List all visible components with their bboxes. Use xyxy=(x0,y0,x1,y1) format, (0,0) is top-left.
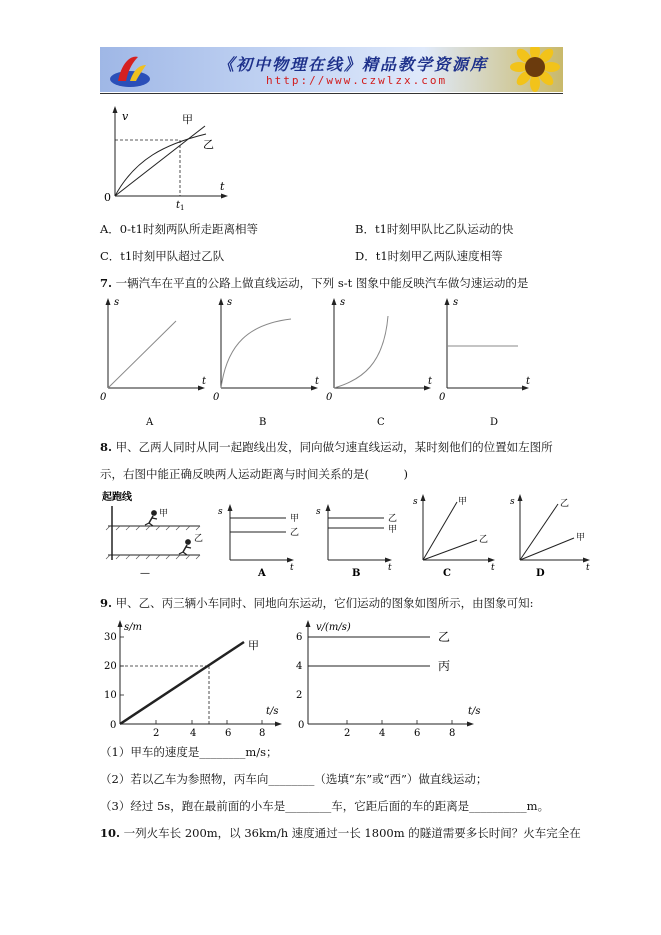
q8-line1: 8. 甲、乙两人同时从同一起跑线出发，同向做匀速直线运动，某时刻他们的位置如左图所 xyxy=(100,440,553,454)
q7-graph-d xyxy=(439,297,531,428)
svg-text:甲: 甲 xyxy=(458,497,468,507)
svg-text:8: 8 xyxy=(259,728,266,739)
svg-text:2: 2 xyxy=(296,690,303,701)
q9-vt-graph xyxy=(290,618,490,740)
q6-series-yi: 乙 xyxy=(203,138,214,151)
svg-text:s: s xyxy=(227,297,233,308)
header-title: 《初中物理在线》精品教学资源库 xyxy=(218,55,489,74)
logo-icon xyxy=(108,51,152,89)
svg-text:6: 6 xyxy=(296,632,303,643)
q7-label-b: B xyxy=(259,417,267,428)
svg-text:s: s xyxy=(114,297,120,308)
q7-label-c: C xyxy=(377,417,385,428)
svg-text:6: 6 xyxy=(414,728,421,739)
q7-number: 7. xyxy=(100,276,113,290)
svg-text:s: s xyxy=(340,297,346,308)
svg-text:6: 6 xyxy=(225,728,232,739)
svg-text:甲: 甲 xyxy=(159,509,169,519)
svg-text:B: B xyxy=(352,568,361,579)
svg-text:t: t xyxy=(315,376,320,387)
q9-question: 9. 甲、乙、丙三辆小车同时、同地向东运动，它们运动的图象如图所示，由图象可知: xyxy=(100,596,534,610)
svg-text:2: 2 xyxy=(344,728,351,739)
svg-text:t: t xyxy=(491,563,495,573)
svg-text:s/m: s/m xyxy=(124,622,142,633)
q9-sub2: （2）若以乙车为参照物，丙车向________（选填“东”或“西”）做直线运动； xyxy=(100,772,488,786)
svg-text:8: 8 xyxy=(449,728,456,739)
q6-series-jia: 甲 xyxy=(182,113,193,126)
q7-graph-c xyxy=(326,297,433,428)
q6-option-b: B．t1时刻甲队比乙队运动的快 xyxy=(355,222,514,236)
q7-question xyxy=(100,276,528,290)
svg-text:t: t xyxy=(586,563,590,573)
svg-text:乙: 乙 xyxy=(479,535,489,545)
q7-label-d: D xyxy=(490,417,499,428)
svg-text:4: 4 xyxy=(379,728,386,739)
q6-origin: 0 xyxy=(104,191,111,204)
svg-text:0: 0 xyxy=(326,392,333,403)
q6-option-d: D．t1时刻甲乙两队速度相等 xyxy=(355,249,503,263)
q6-t1-label: t xyxy=(176,200,181,211)
svg-text:10: 10 xyxy=(104,690,117,701)
svg-text:t/s: t/s xyxy=(468,706,481,717)
q9-series-jia: 甲 xyxy=(248,639,259,652)
header-banner xyxy=(100,47,563,92)
q9-st-graph xyxy=(98,618,298,740)
svg-text:D: D xyxy=(536,568,545,579)
q8-line2: 示，右图中能正确反映两人运动距离与时间关系的是( ) xyxy=(100,467,408,481)
header-rule xyxy=(100,93,563,94)
q6-option-a: A．0-t1时刻两队所走距离相等 xyxy=(100,222,258,236)
q8-race-scene xyxy=(102,490,203,579)
svg-text:0: 0 xyxy=(213,392,220,403)
svg-text:—: — xyxy=(140,568,150,579)
svg-text:乙: 乙 xyxy=(560,499,570,509)
svg-text:C: C xyxy=(443,568,451,579)
q7-graph-b xyxy=(213,297,320,428)
svg-text:s: s xyxy=(218,507,223,517)
svg-text:甲: 甲 xyxy=(290,514,300,524)
q9-sub1: （1）甲车的速度是________m/s； xyxy=(100,745,278,759)
svg-text:甲: 甲 xyxy=(576,533,586,543)
q8-graph-a xyxy=(218,504,299,579)
svg-text:4: 4 xyxy=(296,661,303,672)
q9-series-yi: 乙 xyxy=(438,630,451,644)
svg-text:A: A xyxy=(258,568,266,579)
q8-graph-d xyxy=(510,494,590,579)
q7-text: 一辆汽车在平直的公路上做直线运动，下列 s-t 图象中能反映汽车做匀速运动的是 xyxy=(115,276,529,290)
svg-text:t/s: t/s xyxy=(266,706,279,717)
svg-text:起跑线: 起跑线 xyxy=(102,492,132,503)
q6-v-label: v xyxy=(122,110,129,123)
runner-yi-icon xyxy=(179,540,191,555)
svg-text:t: t xyxy=(388,563,392,573)
svg-text:0: 0 xyxy=(298,720,305,731)
q10-question: 10. 一列火车长 200m，以 36km/h 速度通过一长 1800m 的隧道需要多长时间？火车完全在 xyxy=(100,826,581,840)
svg-text:乙: 乙 xyxy=(194,534,204,544)
svg-text:2: 2 xyxy=(153,728,160,739)
svg-text:t: t xyxy=(526,376,531,387)
q8-graph-b xyxy=(316,504,397,579)
q9-sub3: （3）经过 5s，跑在最前面的小车是________车，它距后面的车的距离是__________m。 xyxy=(100,799,550,813)
runner-jia-icon xyxy=(145,511,157,526)
q9-series-bing: 丙 xyxy=(438,659,451,673)
svg-text:s: s xyxy=(316,507,321,517)
svg-text:s: s xyxy=(413,497,418,507)
svg-text:s: s xyxy=(510,497,515,507)
svg-text:20: 20 xyxy=(104,661,117,672)
svg-text:t: t xyxy=(202,376,207,387)
svg-text:t: t xyxy=(428,376,433,387)
header-url: http://www.czwlzx.com xyxy=(266,74,448,87)
svg-text:30: 30 xyxy=(104,632,117,643)
svg-text:4: 4 xyxy=(190,728,197,739)
q6-option-c: C．t1时刻甲队超过乙队 xyxy=(100,249,225,263)
svg-text:v/(m/s): v/(m/s) xyxy=(316,622,351,633)
q8-graph-c xyxy=(413,494,495,579)
svg-text:t: t xyxy=(290,563,294,573)
q7-graph-a xyxy=(100,297,207,428)
q8-figures xyxy=(100,490,600,582)
sunflower-icon xyxy=(493,47,563,92)
svg-text:s: s xyxy=(453,297,459,308)
svg-text:甲: 甲 xyxy=(388,525,398,535)
svg-text:0: 0 xyxy=(110,720,117,731)
q6-vt-graph xyxy=(100,104,240,212)
q7-label-a: A xyxy=(146,417,154,428)
svg-text:0: 0 xyxy=(439,392,446,403)
q6-t-label: t xyxy=(220,180,225,193)
q6-t1-sub: 1 xyxy=(180,204,185,212)
q7-graphs xyxy=(96,294,536,434)
svg-text:0: 0 xyxy=(100,392,107,403)
svg-text:乙: 乙 xyxy=(290,528,300,538)
svg-text:乙: 乙 xyxy=(388,514,398,524)
